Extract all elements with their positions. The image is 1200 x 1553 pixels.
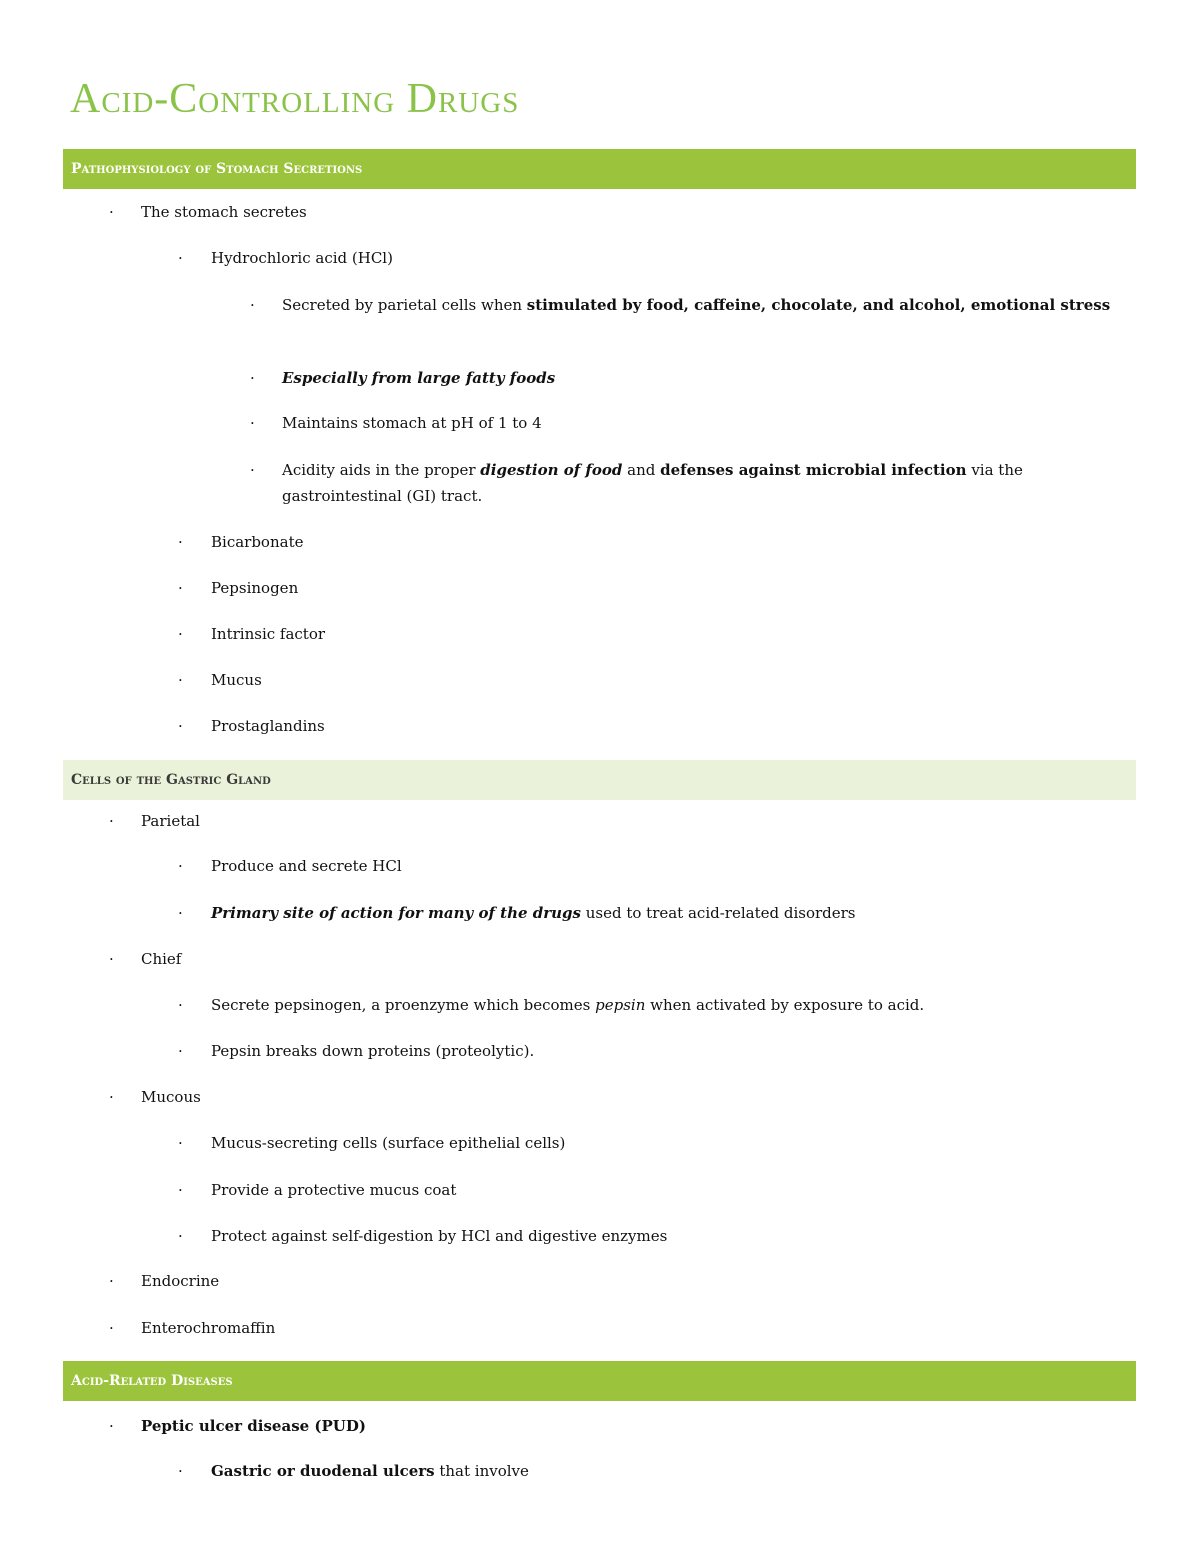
list-item-pepsinogen: Pepsinogen — [211, 579, 299, 597]
bullet: · — [178, 717, 183, 735]
bullet: · — [250, 369, 255, 387]
bullet: · — [178, 1227, 183, 1245]
text-run: when activated by exposure to acid. — [645, 996, 925, 1014]
text-run-bold-italic: Primary site of action for many of the drugs — [211, 904, 581, 922]
bullet: · — [109, 203, 114, 221]
bullet: · — [178, 625, 183, 643]
list-item-chief: Chief — [141, 950, 182, 968]
text-run-bold: stimulated by food, caffeine, chocolate, and alcohol, emotional stress — [526, 296, 1111, 314]
text-run-italic: pepsin — [595, 996, 646, 1014]
text-run-bold: Gastric or duodenal ulcers — [211, 1462, 435, 1480]
bullet: · — [250, 461, 255, 479]
list-item-intrinsic-factor: Intrinsic factor — [211, 625, 326, 643]
bullet: · — [178, 857, 183, 875]
list-item-produce-hcl: Produce and secrete HCl — [211, 857, 402, 875]
list-item-pud: Peptic ulcer disease (PUD) — [141, 1417, 366, 1435]
text-run: that involve — [434, 1462, 529, 1480]
list-item-secrete-pepsinogen — [211, 992, 924, 1018]
bullet: · — [178, 249, 183, 267]
bullet: · — [250, 414, 255, 432]
bullet: · — [178, 1134, 183, 1152]
list-item-acidity — [282, 457, 1112, 509]
list-item-hcl: Hydrochloric acid (HCl) — [211, 249, 393, 267]
text-run-bold: defenses against microbial infection — [660, 461, 967, 479]
list-item-ph: Maintains stomach at pH of 1 to 4 — [282, 414, 542, 432]
text-run: Secreted by parietal cells when — [282, 296, 527, 314]
list-item-primary-site — [211, 900, 856, 926]
bullet: · — [109, 1319, 114, 1337]
text-run: Acidity aids in the proper — [282, 461, 481, 479]
bullet: · — [178, 1462, 183, 1480]
list-item-secreted-by-parietal — [282, 292, 1112, 318]
bullet: · — [178, 904, 183, 922]
bullet: · — [109, 1088, 114, 1106]
section-heading-acid-related: Acid-Related Diseases — [63, 1361, 1136, 1401]
list-item-mucous: Mucous — [141, 1088, 201, 1106]
text-run-bold-italic: digestion of food — [480, 461, 623, 479]
list-item-pepsin-breaks: Pepsin breaks down proteins (proteolytic). — [211, 1042, 535, 1060]
bullet: · — [178, 671, 183, 689]
list-item-parietal: Parietal — [141, 812, 200, 830]
bullet: · — [109, 1272, 114, 1290]
list-item-prostaglandins: Prostaglandins — [211, 717, 325, 735]
bullet: · — [109, 1417, 114, 1435]
document-title: Acid-Controlling Drugs — [70, 76, 520, 122]
text-run: used to treat acid-related disorders — [580, 904, 856, 922]
list-item-enterochromaffin: Enterochromaffin — [141, 1319, 276, 1337]
list-item-endocrine: Endocrine — [141, 1272, 220, 1290]
list-item-gastric-ulcers — [211, 1458, 529, 1484]
list-item-fatty-foods: Especially from large fatty foods — [282, 369, 556, 387]
list-item-protective-coat: Provide a protective mucus coat — [211, 1181, 457, 1199]
text-run: and — [622, 461, 661, 479]
list-item-stomach-secretes: The stomach secretes — [141, 203, 307, 221]
bullet: · — [178, 996, 183, 1014]
bullet: · — [109, 812, 114, 830]
bullet: · — [250, 296, 255, 314]
bullet: · — [178, 1042, 183, 1060]
list-item-mucus-cells: Mucus-secreting cells (surface epithelial cells) — [211, 1134, 566, 1152]
text-run: via the gastrointestinal (GI) tract. — [282, 461, 1023, 505]
bullet: · — [178, 1181, 183, 1199]
bullet: · — [178, 533, 183, 551]
text-run: Secrete pepsinogen, a proenzyme which becomes — [211, 996, 596, 1014]
bullet: · — [109, 950, 114, 968]
section-heading-cells: Cells of the Gastric Gland — [63, 760, 1136, 800]
bullet: · — [178, 579, 183, 597]
list-item-protect-against: Protect against self-digestion by HCl and digestive enzymes — [211, 1227, 668, 1245]
list-item-bicarbonate: Bicarbonate — [211, 533, 304, 551]
section-heading-pathophysiology: Pathophysiology of Stomach Secretions — [63, 149, 1136, 189]
list-item-mucus: Mucus — [211, 671, 262, 689]
